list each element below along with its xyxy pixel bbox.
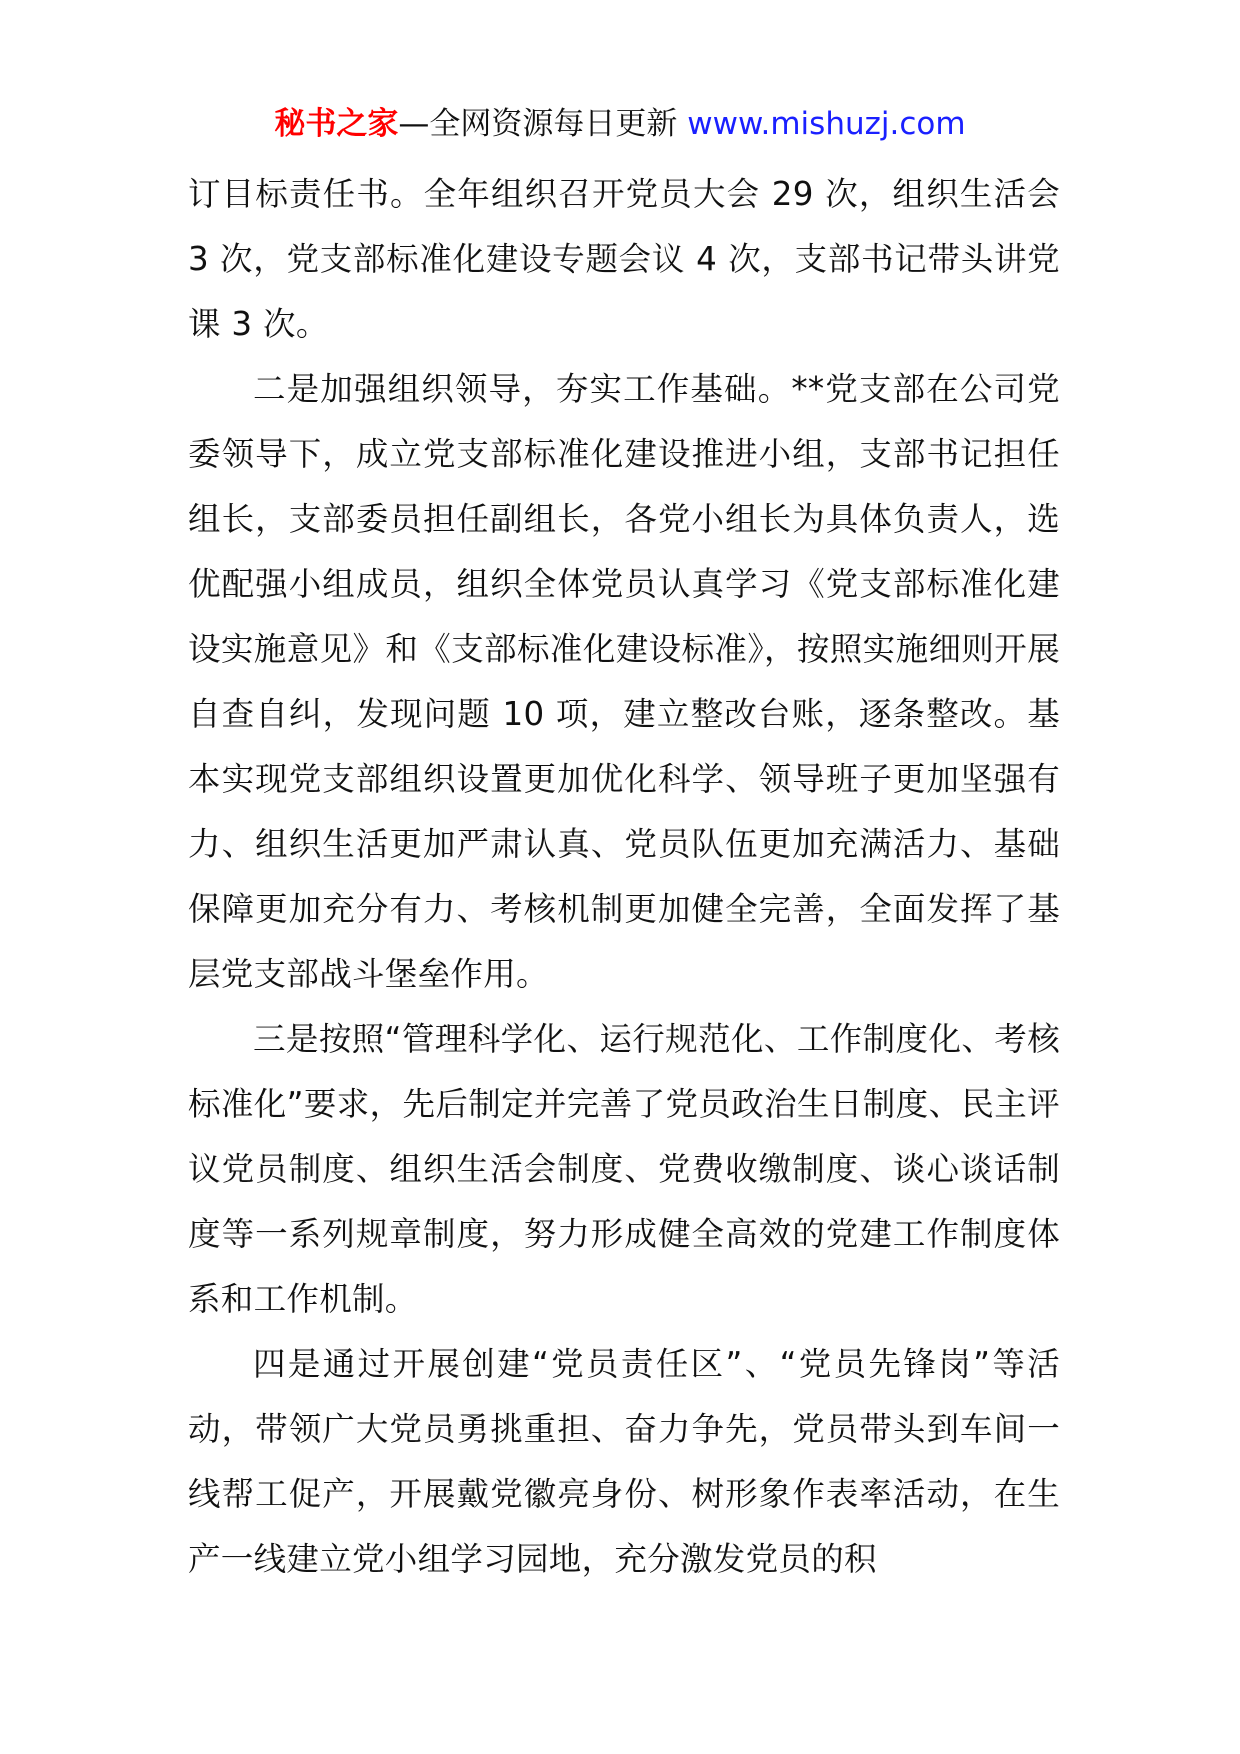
brand-name: 秘书之家 — [274, 106, 399, 142]
paragraph-4: 四是通过开展创建“党员责任区”、“党员先锋岗”等活动，带领广大党员勇挑重担、奋力争先，党员带头到车间一线帮工促产，开展戴党徽亮身份、树形象作表率活动，在生产一线建立党小组学习园地，充分激发党员的积 — [188, 1345, 1060, 1578]
document-body — [188, 162, 1060, 1592]
header-tagline: —全网资源每日更新 — [398, 106, 688, 142]
website-link[interactable]: www.mishuzj.com — [687, 106, 966, 142]
paragraph-2: 二是加强组织领导，夯实工作基础。**党支部在公司党委领导下，成立党支部标准化建设推进小组，支部书记担任组长，支部委员担任副组长，各党小组长为具体负责人，选优配强小组成员，组织全体党员认真学习《党支部标准化建设实施意见》和《支部标准化建设标准》，按照实施细则开展自查自纠，发现问题 10 项，建立整改台账，逐条整改。基本实现党支部组织设置更加优化科学、领导班子更加坚强有力、组织生活更加严肃认真、党员队伍更加充满活力、基础保障更加充分有力、考核机制更加健全完善，全面发挥了基层党支部战斗堡垒作用。 — [188, 370, 1060, 993]
paragraph-3: 三是按照“管理科学化、运行规范化、工作制度化、考核标准化”要求，先后制定并完善了党员政治生日制度、民主评议党员制度、组织生活会制度、党费收缴制度、谈心谈话制度等一系列规章制度，努力形成健全高效的党建工作制度体系和工作机制。 — [188, 1020, 1060, 1318]
paragraph-1: 订目标责任书。全年组织召开党员大会 29 次，组织生活会 3 次，党支部标准化建设专题会议 4 次，支部书记带头讲党课 3 次。 — [188, 175, 1060, 343]
page-header — [0, 98, 1240, 150]
